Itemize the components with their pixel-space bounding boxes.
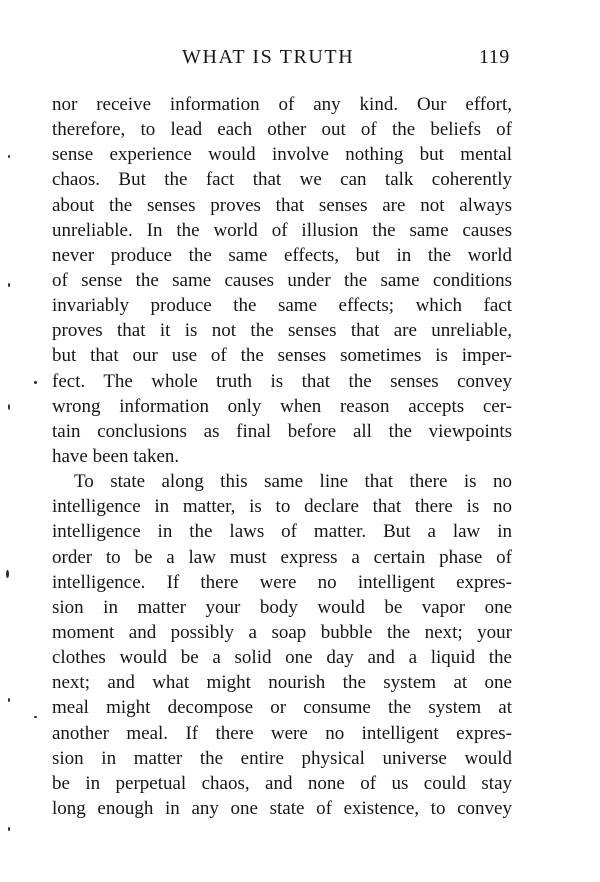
text-line: sion in matter the entire physical universe would (52, 747, 512, 769)
text-line: of sense the same causes under the same conditions (52, 269, 512, 291)
scan-speck (8, 698, 10, 702)
scan-speck (8, 155, 10, 158)
text-line: about the senses proves that senses are not always (52, 194, 512, 216)
text-line: sense experience would involve nothing but mental (52, 144, 512, 166)
text-line: moment and possibly a soap bubble the next; your (52, 621, 512, 643)
text-line: intelligence. If there were no intelligent expres- (52, 571, 512, 593)
paragraph-first-line: To state along this same line that there is no (74, 471, 512, 493)
scan-speck (8, 827, 10, 831)
scan-speck (6, 570, 9, 578)
text-line: wrong information only when reason accepts cer- (52, 395, 512, 417)
text-line: intelligence in the laws of matter. But a law in (52, 521, 512, 543)
text-line: tain conclusions as final before all the viewpoints (52, 420, 512, 442)
text-line: have been taken. (52, 445, 180, 467)
text-line: fect. The whole truth is that the senses convey (52, 370, 512, 392)
text-line: never produce the same effects, but in the world (52, 244, 512, 266)
scan-speck (34, 716, 37, 718)
text-line: next; and what might nourish the system at one (52, 672, 512, 694)
text-line: proves that it is not the senses that are unreliable, (52, 320, 512, 342)
page-number: 119 (479, 46, 510, 68)
scan-speck (8, 283, 10, 287)
text-line: chaos. But the fact that we can talk coherently (52, 169, 512, 191)
text-line: therefore, to lead each other out of the beliefs of (52, 119, 512, 141)
text-line: order to be a law must express a certain phase of (52, 546, 512, 568)
text-line: another meal. If there were no intelligent expres- (52, 722, 512, 744)
text-line: clothes would be a solid one day and a liquid the (52, 647, 512, 669)
text-line: nor receive information of any kind. Our effort, (52, 94, 512, 115)
text-line: meal might decompose or consume the system at (52, 697, 512, 719)
text-line: but that our use of the senses sometimes is imper- (52, 345, 512, 367)
text-line: sion in matter your body would be vapor one (52, 596, 512, 618)
body-text (52, 92, 512, 821)
scan-speck (34, 381, 37, 384)
text-line: intelligence in matter, is to declare that there is no (52, 496, 512, 518)
scan-speck (8, 404, 10, 410)
text-line: unreliable. In the world of illusion the same causes (52, 219, 512, 241)
running-header (0, 46, 600, 72)
text-line: be in perpetual chaos, and none of us could stay (52, 772, 512, 794)
text-line: invariably produce the same effects; which fact (52, 295, 512, 317)
text-line: long enough in any one state of existence, to convey (52, 797, 512, 819)
running-title: WHAT IS TRUTH (182, 46, 355, 68)
